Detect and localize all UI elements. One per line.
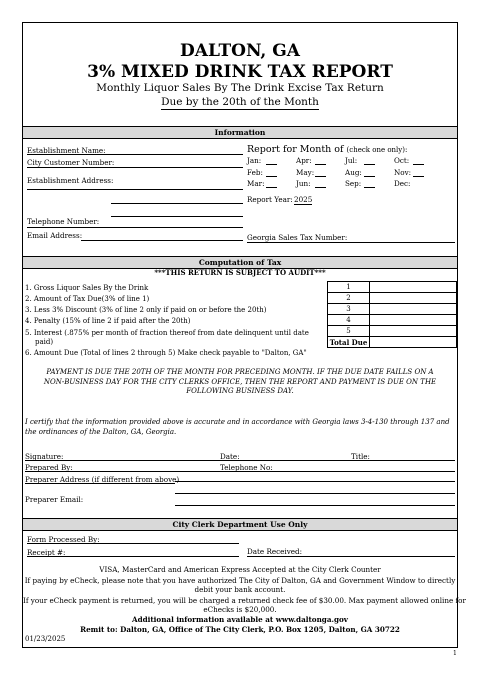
preparer-email-line[interactable] xyxy=(175,505,455,506)
address-line-1[interactable] xyxy=(27,189,243,190)
payment-due-notice: PAYMENT IS DUE THE 20TH OF THE MONTH FOR PRECEDING MONTH. IF THE DUE DATE FAILLS ON A NON-BUSINESS DAY FOR THE CITY CLERKS OFFICE, THEN THE REPORT AND PAYMENT IS DUE ON THE FOLLOWING BUSINESS DAY. xyxy=(43,368,437,395)
month-checkbox[interactable] xyxy=(413,176,424,177)
amount-input-3[interactable] xyxy=(370,304,457,315)
preparer-email-label: Preparer Email: xyxy=(25,495,84,504)
form-subtitle: Monthly Liquor Sales By The Drink Excise Tax Return xyxy=(96,82,384,94)
page-number: 1 xyxy=(453,650,457,657)
amount-input-4[interactable] xyxy=(370,315,457,326)
report-year-value[interactable]: 2025 xyxy=(294,195,313,204)
returned-notice-1: If your eCheck payment is returned, you will be charged a returned check fee of $30.00. Max payment allowed online for xyxy=(23,596,466,605)
month-label: Sep: xyxy=(345,179,362,188)
date-label: Date: xyxy=(220,452,240,461)
information-bar: Information xyxy=(23,126,457,139)
report-year-label: Report Year: xyxy=(247,195,293,204)
box-label-3: 3 xyxy=(328,304,370,315)
telephone-number-label: Telephone Number: xyxy=(27,217,100,226)
month-label: Jul: xyxy=(345,156,358,165)
date-received-label: Date Received: xyxy=(247,547,303,556)
telephone-number-line[interactable] xyxy=(27,227,243,228)
box-label-1: 1 xyxy=(328,282,370,293)
establishment-name-label: Establishment Name: xyxy=(27,146,106,155)
form-frame xyxy=(22,22,466,648)
sales-tax-label: Georgia Sales Tax Number: xyxy=(247,233,348,242)
sales-tax-line[interactable] xyxy=(247,242,455,243)
clerk-bar: City Clerk Department Use Only xyxy=(23,518,457,531)
month-checkbox[interactable] xyxy=(364,176,375,177)
prepared-by-line[interactable] xyxy=(25,471,455,472)
address-line-3[interactable] xyxy=(111,216,243,217)
month-label: Jun: xyxy=(296,179,311,188)
preparer-address-line-left[interactable] xyxy=(25,483,175,484)
month-checkbox[interactable] xyxy=(364,164,375,165)
echeck-notice-1: If paying by eCheck, please note that you have authorized The City of Dalton, GA and Government Window to directly xyxy=(24,576,456,585)
computation-bar: Computation of Tax xyxy=(23,256,457,269)
signature-label: Signature: xyxy=(25,452,64,461)
line-6-label: 6. Amount Due (Total of lines 2 through 5) Make check payable to "Dalton, GA" xyxy=(25,349,307,357)
month-checkbox[interactable] xyxy=(266,187,277,188)
receipt-label: Receipt #: xyxy=(27,548,66,557)
city-customer-number-label: City Customer Number: xyxy=(27,158,115,167)
audit-notice: ***THIS RETURN IS SUBJECT TO AUDIT*** xyxy=(154,268,326,277)
month-checkbox[interactable] xyxy=(266,164,277,165)
establishment-name-line[interactable] xyxy=(27,154,243,155)
email-address-label: Email Address: xyxy=(27,231,83,240)
preparer-address-label: Preparer Address (if different from above) xyxy=(25,475,180,484)
email-address-line[interactable] xyxy=(81,240,243,241)
city-heading: DALTON, GA xyxy=(180,41,300,61)
box-label-4: 4 xyxy=(328,315,370,326)
month-label: Dec: xyxy=(394,179,411,188)
month-checkbox[interactable] xyxy=(315,187,326,188)
establishment-address-label: Establishment Address: xyxy=(27,176,114,185)
month-label: Oct: xyxy=(394,156,410,165)
revision-date: 01/23/2025 xyxy=(25,635,66,643)
month-label: Mar: xyxy=(247,179,265,188)
line-1-label: 1. Gross Liquor Sales By the Drink xyxy=(25,284,149,292)
month-checkbox[interactable] xyxy=(315,164,326,165)
box-label-total: Total Due xyxy=(328,337,370,348)
month-checkbox[interactable] xyxy=(315,176,326,177)
city-customer-number-line[interactable] xyxy=(27,167,243,168)
date-received-line[interactable] xyxy=(247,556,455,557)
preparer-address-line-2[interactable] xyxy=(175,493,455,494)
month-checkbox[interactable] xyxy=(413,164,424,165)
form-title: 3% MIXED DRINK TAX REPORT xyxy=(87,62,393,82)
preparer-address-line-1[interactable] xyxy=(175,481,455,482)
prepared-by-label: Prepared By: xyxy=(25,463,73,472)
amount-input-1[interactable] xyxy=(370,282,457,293)
line-5-continuation: paid) xyxy=(35,338,54,346)
month-checkbox[interactable] xyxy=(266,176,277,177)
telephone-no-label: Telephone No: xyxy=(220,463,273,472)
box-label-2: 2 xyxy=(328,293,370,304)
amount-table xyxy=(327,281,457,348)
month-label: Feb: xyxy=(247,168,263,177)
additional-info: Additional information available at www.daltonga.gov xyxy=(132,615,348,624)
report-month-heading: Report for Month of (check one only): xyxy=(247,144,408,155)
cards-accepted: VISA, MasterCard and American Express Accepted at the City Clerk Counter xyxy=(99,565,381,574)
month-label: Jan: xyxy=(247,156,262,165)
due-notice: Due by the 20th of the Month xyxy=(161,96,319,108)
month-label: May: xyxy=(296,168,315,177)
month-checkbox[interactable] xyxy=(364,187,375,188)
line-3-label: 3. Less 3% Discount (3% of line 2 only if paid on or before the 20th) xyxy=(25,306,267,314)
line-5-label: 5. Interest (.875% per month of fraction thereof from date delinquent until date xyxy=(25,329,309,337)
amount-input-5[interactable] xyxy=(370,326,457,337)
amount-input-2[interactable] xyxy=(370,293,457,304)
month-label: Apr: xyxy=(296,156,312,165)
certification-statement: I certify that the information provided above is accurate and in accordance with Georgia laws 3-4-130 through 137 and the ordinances of the Dalton, GA, Georgia. xyxy=(25,418,450,436)
amount-input-total[interactable] xyxy=(370,337,457,348)
remit-address: Remit to: Dalton, GA, Office of The City Clerk, P.O. Box 1205, Dalton, GA 30722 xyxy=(80,625,400,634)
month-label: Nov: xyxy=(394,168,412,177)
line-2-label: 2. Amount of Tax Due(3% of line 1) xyxy=(25,295,150,303)
returned-notice-2: eChecks is $20,000. xyxy=(203,605,277,614)
echeck-notice-2: debit your bank account. xyxy=(194,585,286,594)
box-label-5: 5 xyxy=(328,326,370,337)
address-line-2[interactable] xyxy=(111,203,243,204)
title-label: Title: xyxy=(351,452,370,461)
line-4-label: 4. Penalty (15% of line 2 if paid after the 20th) xyxy=(25,317,191,325)
form-processed-line[interactable] xyxy=(27,543,239,544)
form-processed-label: Form Processed By: xyxy=(27,535,100,544)
month-label: Aug: xyxy=(345,168,362,177)
signature-line[interactable] xyxy=(25,460,455,461)
receipt-line[interactable] xyxy=(27,556,239,557)
